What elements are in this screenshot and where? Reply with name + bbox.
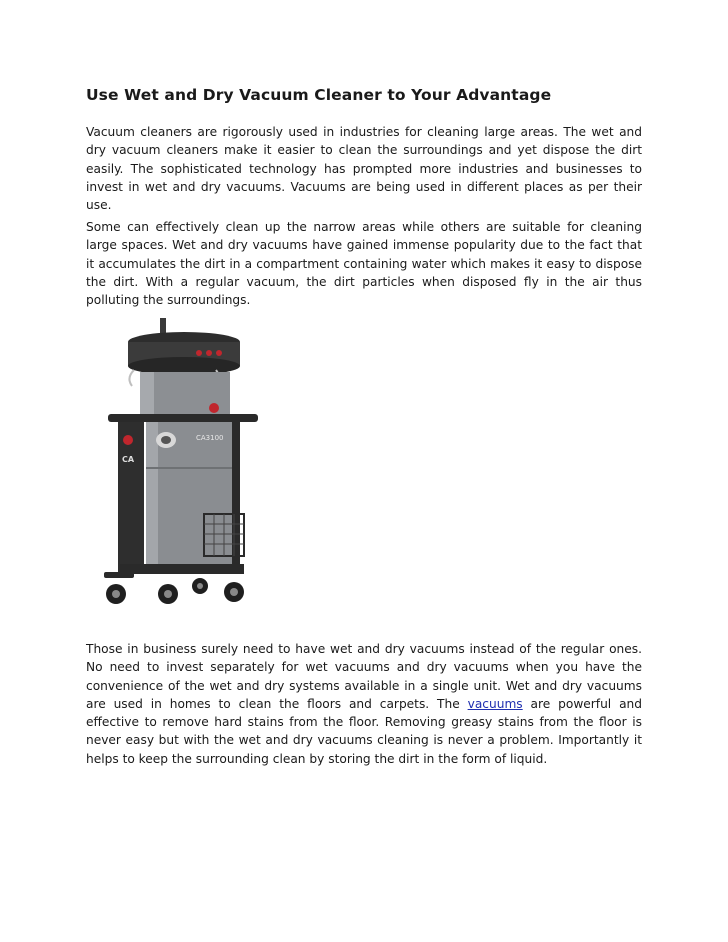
paragraph-usage-text-start: Those in business surely need to have wet and dry vacuums instead of the regular ones. No need to invest separately for wet vacuums and dry vacuums when you have the convenience of the wet and dry systems available in a single unit. Wet and dry vacuums are used in homes to clean the floors and carpets. The bbox=[86, 642, 642, 711]
paragraph-usage bbox=[86, 640, 642, 768]
vacuums-link[interactable]: vacuums bbox=[467, 696, 523, 711]
paragraph-benefits: Some can effectively clean up the narrow areas while others are suitable for cleaning large spaces. Wet and dry vacuums have gained immense popularity due to the fact that it accumulates the dirt in a compartment containing water which makes it easy to dispose the dirt. With a regular vacuum, the dirt particles when disposed fly in the air thus polluting the surroundings. bbox=[86, 220, 642, 308]
model-label: CA3100 bbox=[196, 434, 224, 442]
paragraph-intro: Vacuum cleaners are rigorously used in industries for cleaning large areas. The wet and dry vacuum cleaners make it easier to clean the surroundings and yet dispose the dirt easily. The sophisticated technology has prompted more industries and businesses to invest in wet and dry vacuums. Vacuums are being used in different places as per their use. bbox=[86, 125, 642, 213]
paragraph-usage-text-end: are powerful and effective to remove hard stains from the floor. Removing greasy stains from the floor is never easy but with the wet and dry vacuums cleaning is never a problem. Importantly it helps to keep the surrounding clean by storing the dirt in the form of liquid. bbox=[86, 696, 642, 766]
vacuum-cleaner-image bbox=[104, 318, 264, 618]
brand-mark: CA bbox=[122, 455, 135, 464]
document-title: Use Wet and Dry Vacuum Cleaner to Your Advantage bbox=[86, 86, 552, 104]
